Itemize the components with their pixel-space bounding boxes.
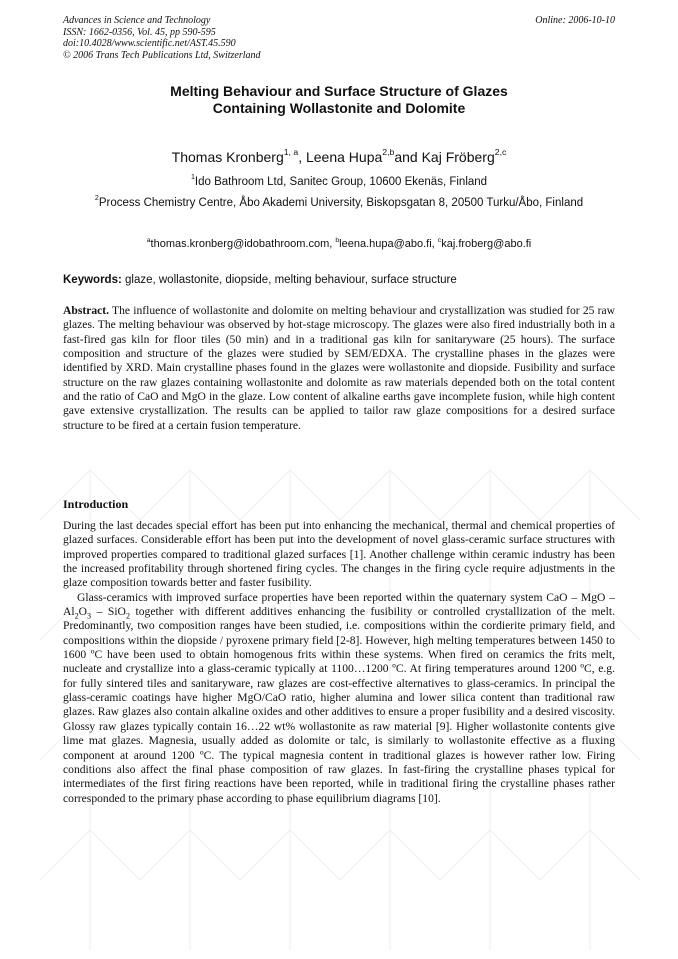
intro-paragraph-1: During the last decades special effort has been put into enhancing the mechanical, thermal and chemical properties of glazed surfaces. Considerable effort has been put into the development of novel glass-ceramic surface structures with improved properties compared to traditional glazed surfaces [1]. Another challenge within ceramic industry has been the increased profitability through shortened firing cycles. The changes in the firing cycle require adjustments in the glaze composition towards better and faster fusibility. <box>63 519 615 590</box>
affiliation-1-num: 1 <box>190 173 195 182</box>
section-heading-introduction: Introduction <box>63 497 129 511</box>
journal-issn: ISSN: 1662-0356, Vol. 45, pp 590-595 <box>63 26 216 38</box>
intro-p2-sub-1: 2 <box>74 611 79 621</box>
author-3: Kaj Fröberg <box>421 149 495 165</box>
journal-header <box>63 15 261 61</box>
journal-name: Advances in Science and Technology <box>63 15 211 26</box>
author-and: and <box>394 149 418 165</box>
author-2: Leena Hupa <box>305 149 383 165</box>
abstract-text: The influence of wollastonite and dolomite on melting behaviour and crystallization was studied for 25 raw glazes. The melting behaviour was observed by hot-stage microscopy. The glazes were also fired industrially both in a fast-fired gas kiln for floor tiles (50 min) and in a traditional gas kiln for sanitaryware (25 hours). The surface composition and structure of the glazes were studied by SEM/EDXA. The crystalline phases in the glazes were identified by XRD. Main crystalline phases found in the glazes were wollastonite and diopside. Fusibility and surface structure on the raw glazes containing wollastonite and dolomite as raw materials depended both on the total content and the ratio of CaO and MgO in the glaze. Low content of alkaline earths gave incomplete fusion, while high content gave extensive crystallization. The results can be applied to tailor raw glaze compositions for a desired surface structure to be fired at a certain fusion temperature. <box>63 304 615 432</box>
affiliation-2-text: Process Chemistry Centre, Åbo Akademi University, Biskopsgatan 8, 20500 Turku/Åbo, Finland <box>98 197 584 209</box>
intro-p2-sub-2: 3 <box>87 611 92 621</box>
introduction-body <box>63 519 615 806</box>
intro-p2-part-b: O <box>78 605 88 619</box>
keywords <box>63 273 615 287</box>
journal-copyright: © 2006 Trans Tech Publications Ltd, Switzerland <box>63 49 261 61</box>
paper-title <box>63 83 615 117</box>
author-2-sup: 2,b <box>382 147 395 158</box>
online-date: Online: 2006-10-10 <box>535 15 615 26</box>
email-a[interactable]: thomas.kronberg@idobathroom.com, <box>150 238 333 250</box>
email-list <box>63 237 615 251</box>
abstract <box>63 304 615 433</box>
author-1: Thomas Kronberg <box>171 149 284 165</box>
affiliation-1-text: Ido Bathroom Ltd, Sanitec Group, 10600 Ekenäs, Finland <box>194 176 488 188</box>
title-line-1: Melting Behaviour and Surface Structure of Glazes <box>170 83 508 99</box>
author-3-sup: 2,c <box>494 147 507 158</box>
abstract-label: Abstract. <box>63 304 110 317</box>
author-1-sup: 1, a <box>283 147 299 158</box>
journal-doi: doi:10.4028/www.scientific.net/AST.45.590 <box>63 38 236 49</box>
email-b-sup: b <box>335 236 340 244</box>
intro-paragraph-2 <box>63 591 615 806</box>
affiliation-1 <box>43 175 635 189</box>
intro-p2-part-d: together with different additives enhancing the fusibility or controlled crystallization of the melt. Predominantly, two composition ranges have been studied, i.e. compositions within the cordierite primary field, and compositions within the diopside / pyroxene primary field [2-8]. However, high melting temperatures between 1450 to 1600 ºC have been used to obtain homogenous frits within these systems. When fired on ceramics the frits melt, nucleate and crystallize into a glass-ceramic typically at 1100…1200 ºC. At firing temperatures around 1200 ºC, e.g. for fully sintered tiles and sanitaryware, raw glazes are cost-effective alternatives to glass-ceramics. In principal the glass-ceramic coatings have higher MgO/CaO ratio, higher alumina and lower silica content than traditional raw glazes. Raw glazes also contain alkaline oxides and other additives to ensure a proper fusibility and a desired viscosity. Glossy raw glazes typically contain 16…22 wt% wollastonite as raw material [9]. Higher wollastonite contents give lime mat glazes. Magnesia, usually added as dolomite or talc, is similarly to wollastonite effective as a fluxing component at around 1200 ºC. The typical magnesia content in traditional glazes is however rather low. Firing conditions also affect the final phase composition of raw glazes. In fast-firing the crystalline phases typical for intermediates of the first firing reactions have been reported, while in traditional firing the crystalline phases rather corresponded to the primary phase according to phase equilibrium diagrams [10]. <box>63 605 615 805</box>
author-separator: , <box>298 149 303 165</box>
affiliation-2-num: 2 <box>94 194 99 203</box>
email-c[interactable]: kaj.froberg@abo.fi <box>441 238 532 250</box>
author-list <box>63 148 615 166</box>
intro-p2-sub-3: 2 <box>125 611 130 621</box>
email-a-sup: a <box>146 236 151 244</box>
intro-p2-part-c: – SiO <box>91 605 126 619</box>
intro-p2-part-a: Glass-ceramics with improved surface properties have been reported within the quaternary system CaO – MgO – Al <box>63 590 615 619</box>
keywords-label: Keywords: <box>63 274 122 286</box>
title-line-2: Containing Wollastonite and Dolomite <box>212 100 466 116</box>
affiliation-2 <box>43 196 635 210</box>
keywords-text: glaze, wollastonite, diopside, melting behaviour, surface structure <box>125 274 457 286</box>
email-b[interactable]: leena.hupa@abo.fi, <box>339 238 435 250</box>
email-c-sup: c <box>437 236 442 244</box>
